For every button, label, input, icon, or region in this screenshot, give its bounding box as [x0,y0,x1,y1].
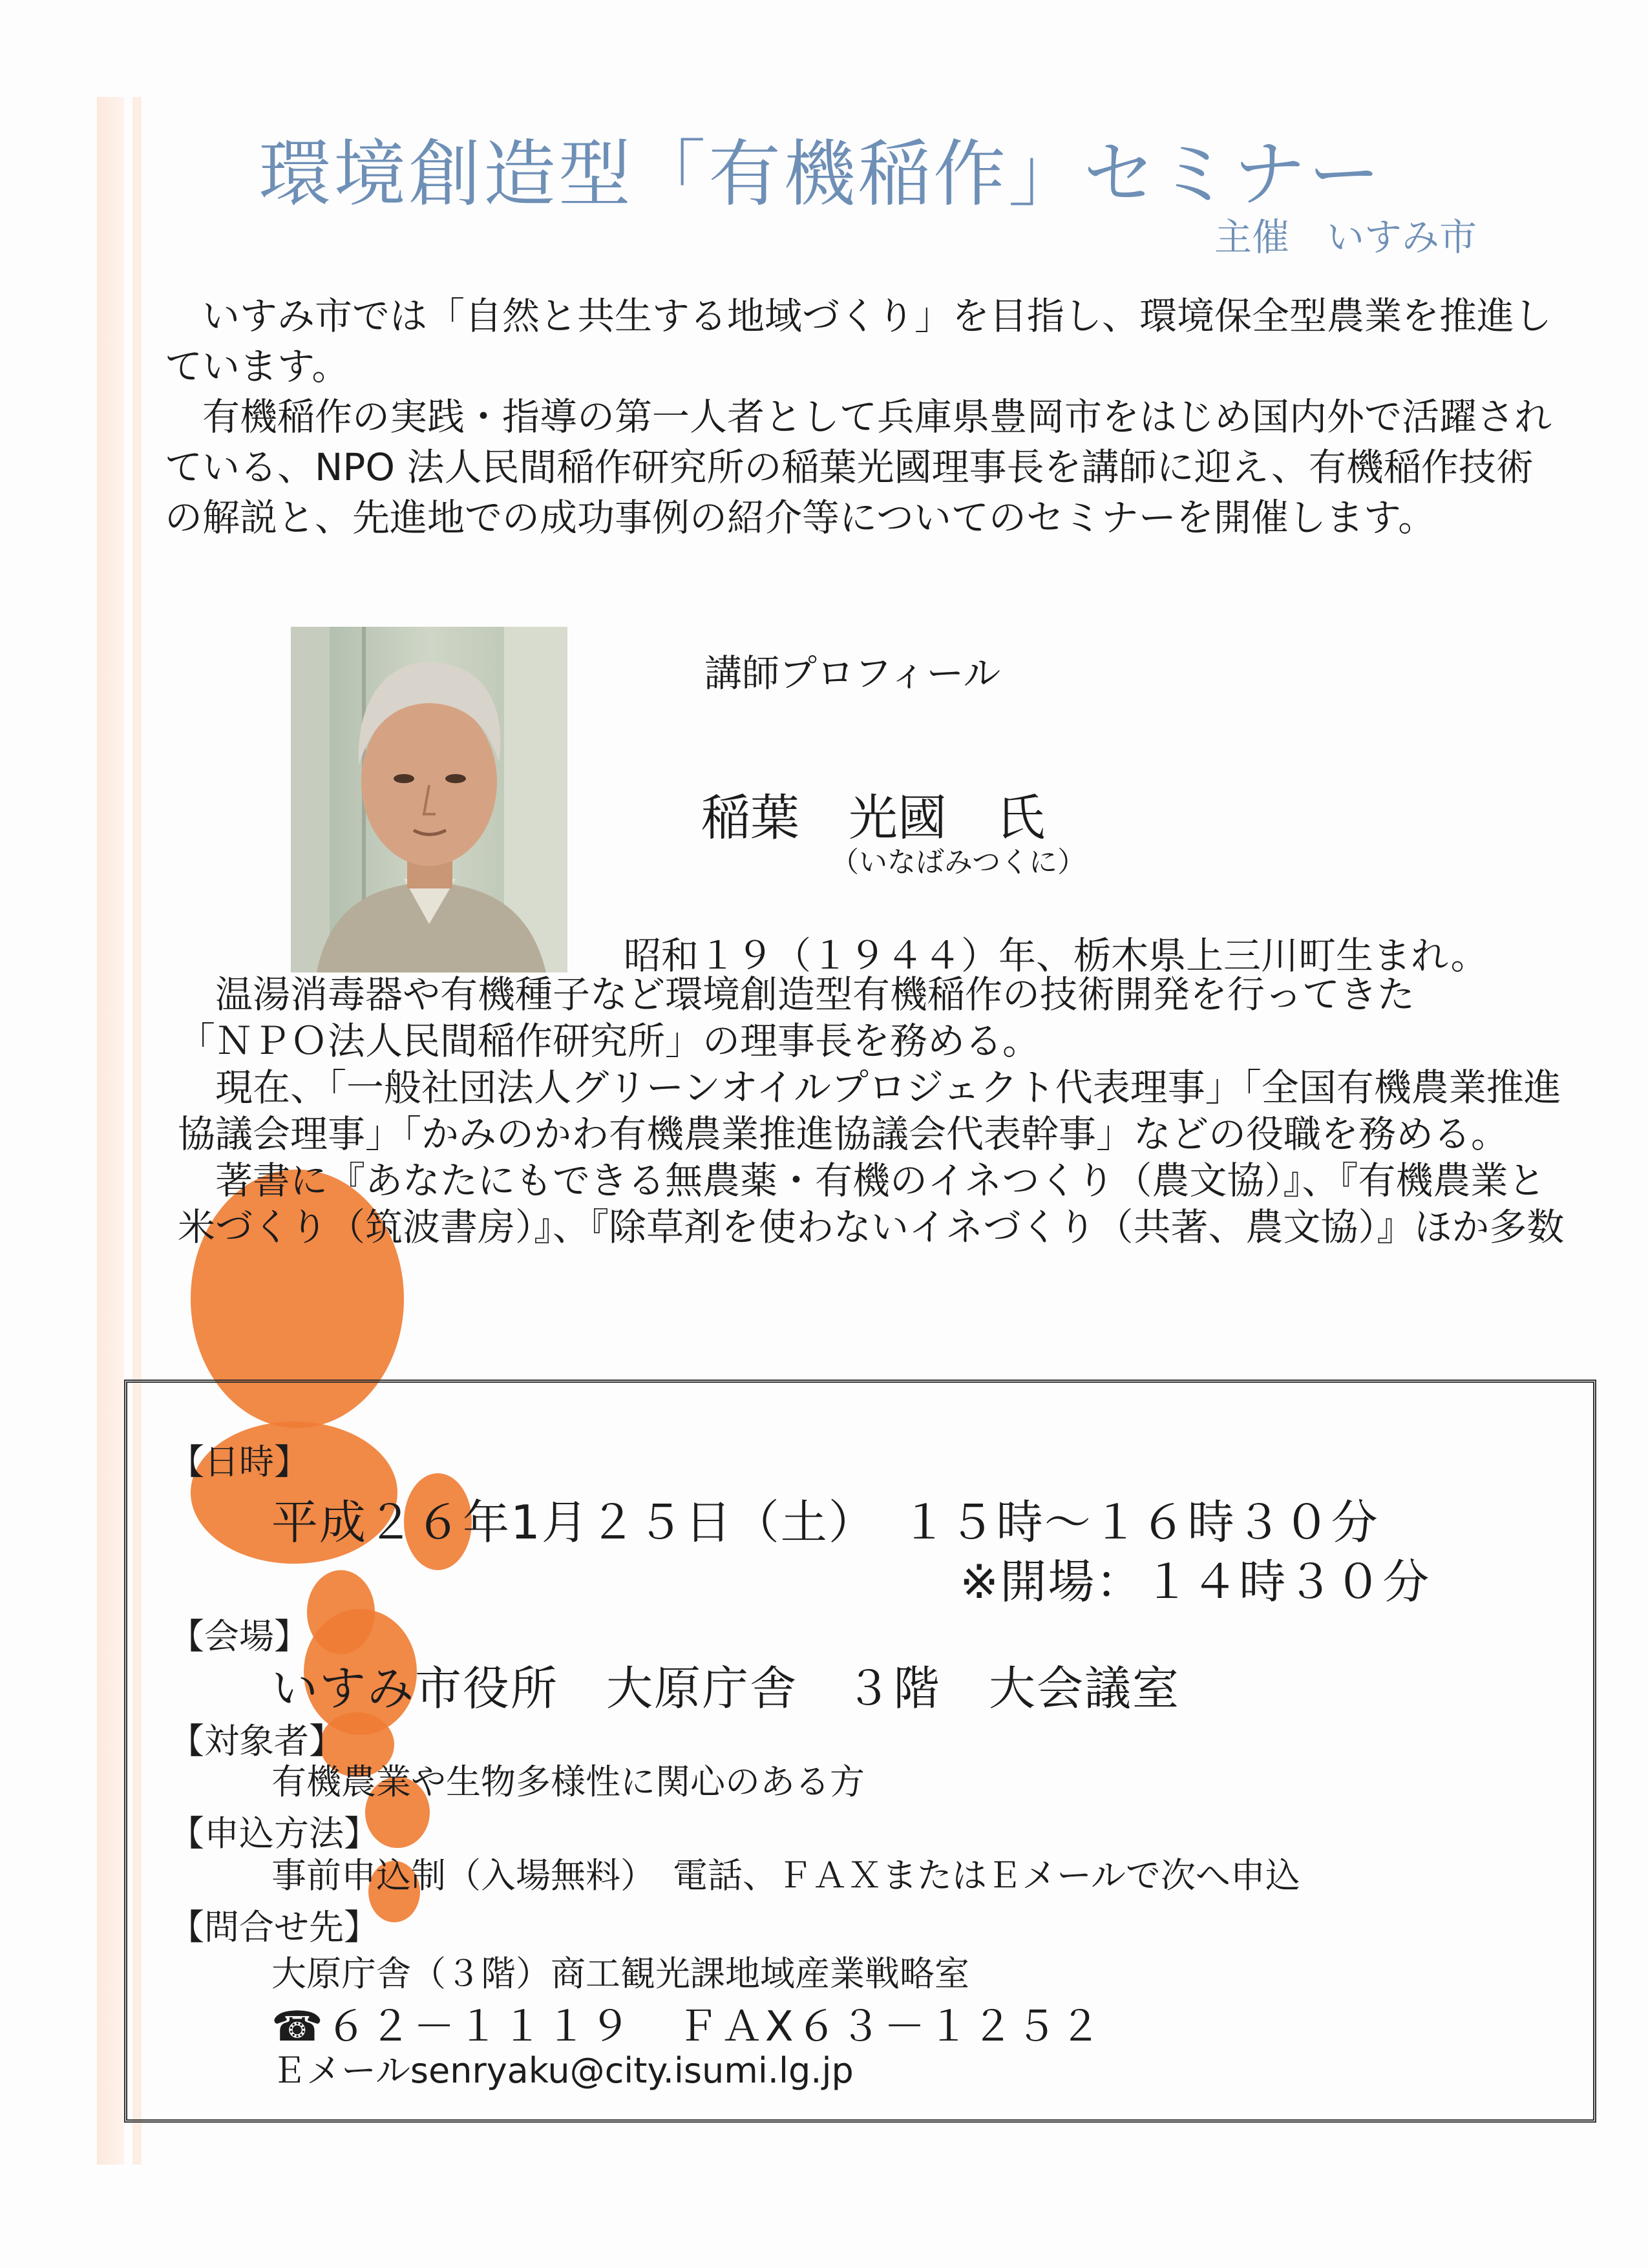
intro-paragraph: いすみ市では「自然と共生する地域づくり」を目指し、環境保全型農業を推進しています。 [165,294,1552,388]
venue-value: いすみ市役所 大原庁舎 ３階 大会議室 [271,1661,1181,1716]
contact-office: 大原庁舎（３階）商工観光課地域産業戦略室 [271,1953,969,1994]
intro-paragraph: 有機稲作の実践・指導の第一人者として兵庫県豊岡市をはじめ国内外で活躍されている、NPO 法人民間稲作研究所の稲葉光國理事長を講師に迎え、有機稲作技術の解説と、先進地での成功事例の紹介等についてのセミナーを開催します。 [165,395,1552,540]
date-value: 平成２６年1月２５日（土） １５時～１６時３０分 [271,1495,1379,1549]
speaker-name: 稲葉 光國 氏 [701,789,1045,846]
organizer-label: 主催 いすみ市 [1214,215,1477,259]
bio-paragraph: 「ＮＰＯ法人民間稲作研究所」の理事長を務める。 [178,1019,1041,1063]
speaker-bio [178,971,1567,1250]
profile-heading: 講師プロフィール [704,651,1001,695]
venue-label: 【会場】 [169,1616,309,1657]
target-value: 有機農業や生物多様性に関心のある方 [271,1761,865,1802]
application-label: 【申込方法】 [169,1813,379,1854]
bio-paragraph: 現在、「一般社団法人グリーンオイルプロジェクト代表理事」「全国有機農業推進協議会理事」「かみのかわ有機農業推進協議会代表幹事」などの役職を務める。 [178,1066,1561,1156]
contact-label: 【問合せ先】 [169,1907,379,1948]
bio-paragraph: 温湯消毒器や有機種子など環境創造型有機稲作の技術開発を行ってきた [215,972,1415,1016]
intro-text [165,291,1554,543]
speaker-portrait-image [291,627,567,972]
date-label: 【日時】 [169,1442,309,1482]
target-label: 【対象者】 [169,1721,344,1761]
speaker-birth: 昭和１９（１９４４）年、栃木県上三川町生まれ。 [624,934,1488,978]
application-value: 事前申込制（入場無料） 電話、ＦＡＸまたはＥメールで次へ申込 [271,1855,1300,1896]
speaker-name-reading: （いなばみつくに） [830,846,1086,879]
opening-time: ※開場：１４時３０分 [960,1555,1431,1609]
contact-phone: ☎６２－１１１９ ＦＡX６３－１２５２ [271,2003,1104,2051]
page-title: 環境創造型「有機稲作」セミナー [259,132,1383,216]
contact-email: Ｅメールsenryaku@city.isumi.lg.jp [271,2050,854,2091]
decorative-stripe [97,97,124,2165]
bio-paragraph: 著書に『あなたにもできる無農薬・有機のイネつくり（農文協）』、『有機農業と米づくり（筑波書房）』、『除草剤を使わないイネづくり（共著、農文協）』ほか多数 [178,1159,1565,1249]
speaker-photo [291,627,567,972]
